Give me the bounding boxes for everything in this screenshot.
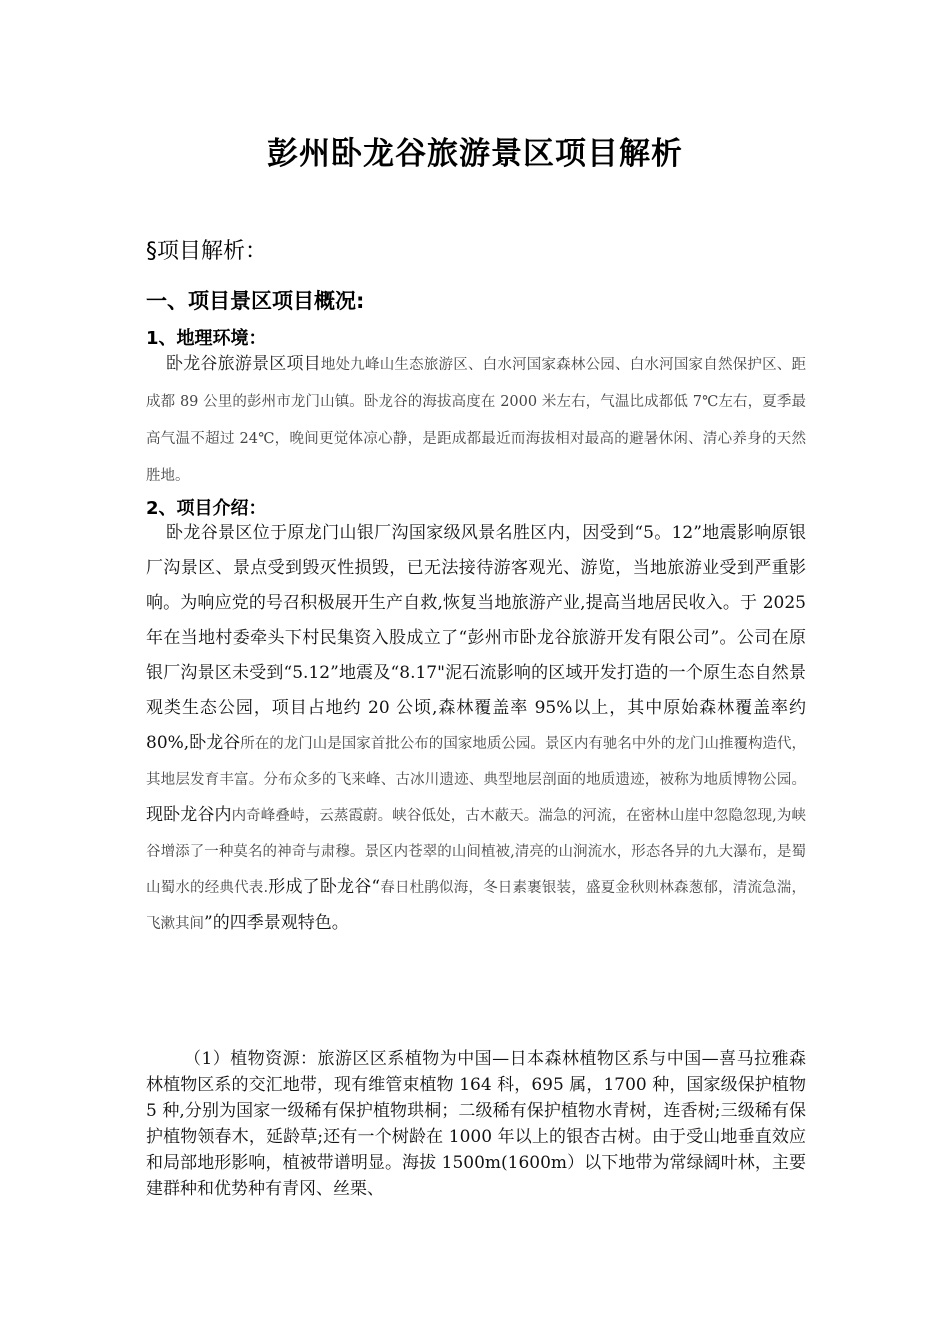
intro-part-6: 春日杜鹃似海，冬日素裹银装，盛夏金秋则林森葱郁，清流急湍，飞漱其间	[146, 880, 807, 932]
paragraph-plant-resources: （1）植物资源：旅游区区系植物为中国—日本森林植物区系与中国—喜马拉雅森林植物区系的交汇地带，现有维管束植物 164 科，695 属，1700 种，国家级保护植物 5 种,分别为国家一级稀有保护植物珙桐；二级稀有保护植物水青树，连香树;三级稀有保护植物领春木，延龄草;还有一个树龄在 1000 年以上的银杏古树。由于受山地垂直效应和局部地形影响，植被带谱明显。海拔 1500m(1600m）以下地带为常绿阔叶林，主要建群种和优势种有青冈、丝栗、	[146, 1049, 806, 1199]
intro-part-2: 所在的龙门山是国家首批公布的国家地质公园。景区内有驰名中外的龙门山推覆构造代，其地层发育丰富。分布众多的飞来峰、古冰川遗迹、典型地层剖面的地质遗迹，被称为地质博物公园。	[146, 736, 806, 788]
paragraph-geography	[146, 346, 806, 495]
geography-lead: 卧龙谷旅游景区项目	[166, 354, 321, 374]
heading-geography: 1、地理环境：	[146, 328, 267, 349]
intro-part-4: 内奇峰叠峙，云蒸霞蔚。峡谷低处，古木蔽天。湍急的河流，在密林山崖中忽隐忽现,为峡谷增添了一种莫名的神奇与肃穆。景区内苍翠的山间植被,清亮的山涧流水，形态各异的九大瀑布，是蜀山蜀水的经典代表.	[146, 808, 807, 896]
intro-part-5: 形成了卧龙谷“	[268, 877, 381, 897]
document-title: 彭州卧龙谷旅游景区项目解析	[267, 136, 683, 172]
heading-project-overview: 一、项目景区项目概况:	[146, 289, 365, 313]
intro-part-3: 现卧龙谷内	[146, 805, 232, 825]
intro-part-1: 卧龙谷景区位于原龙门山银厂沟国家级风景名胜区内，因受到“5。12”地震影响原银厂沟景区、景点受到毁灭性损毁，已无法接待游客观光、游览，当地旅游业受到严重影响。为响应党的号召积极展开生产自救,恢复当地旅游产业,提高当地居民收入。于 2025 年在当地村委牵头下村民集资入股成立了“彭州市卧龙谷旅游开发有限公司”。公司在原银厂沟景区未受到“5.12”地震及“8.17"泥石流影响的区域开发打造的一个原生态自然景观类生态公园，项目占地约 20 公顷,森林覆盖率 95%以上，其中原始森林覆盖率约 80%,卧龙谷	[146, 523, 806, 753]
intro-part-7: ”的四季景观特色。	[204, 913, 349, 933]
heading-project-intro: 2、项目介绍：	[146, 498, 267, 519]
section-heading: §项目解析：	[146, 239, 268, 264]
paragraph-project-intro	[146, 516, 806, 942]
geography-text: 地处九峰山生态旅游区、白水河国家森林公园、白水河国家自然保护区、距成都 89 公里的彭州市龙门山镇。卧龙谷的海拔高度在 2000 米左右，气温比成都低 7℃左右，夏季最高气温不超过 24℃，晚间更觉体凉心静，是距成都最近而海拔相对最高的避暑休闲、清心养身的天然胜地。	[146, 357, 807, 484]
